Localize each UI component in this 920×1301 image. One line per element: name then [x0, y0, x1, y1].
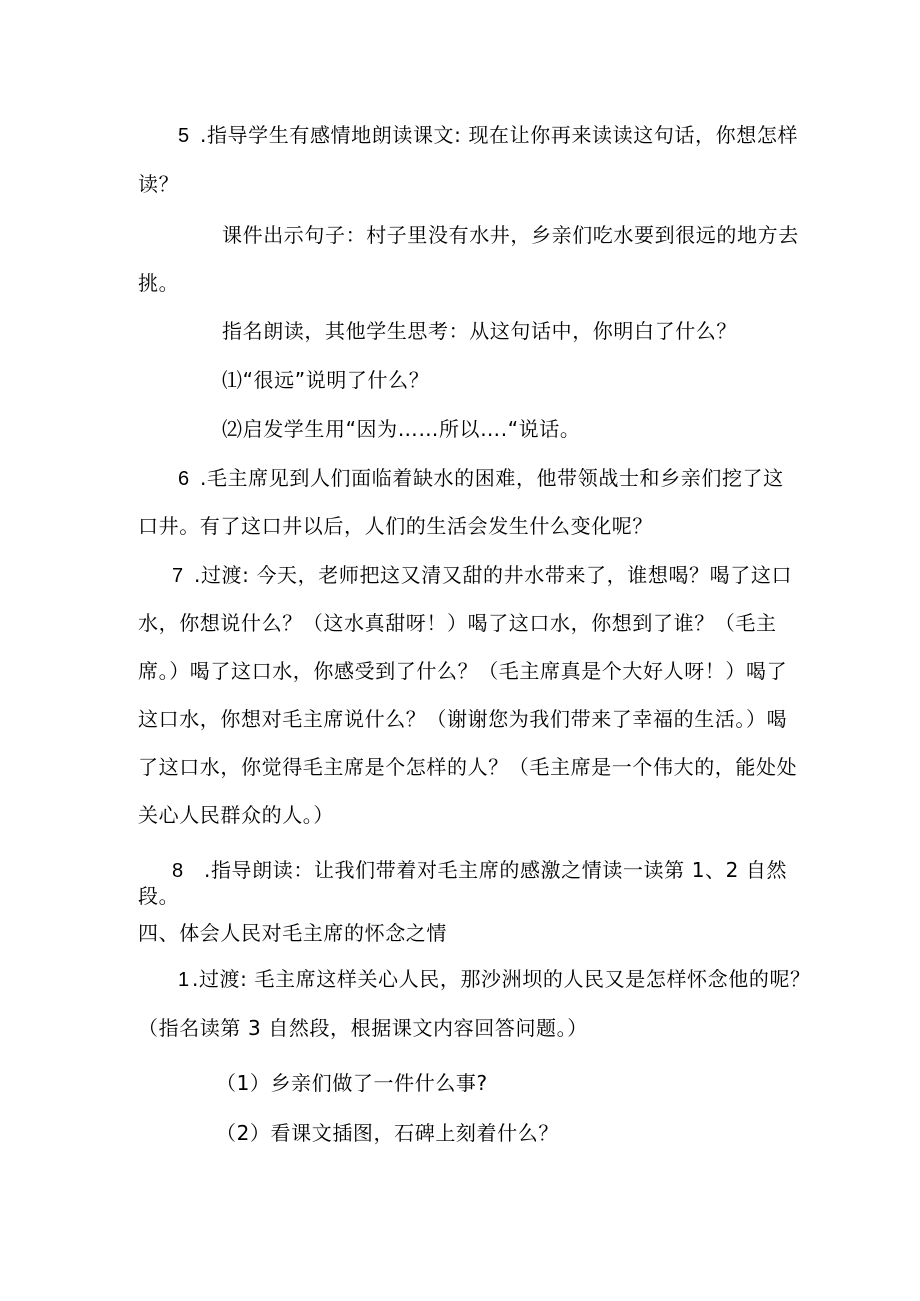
item-8-number: 8 — [172, 860, 184, 882]
item-7-line-3: 席。）喝了这口水，你感受到了什么？（毛主席真是个大好人呀！）喝了 — [138, 659, 788, 683]
item-7-line-2: 水，你想说什么？（这水真甜呀！）喝了这口水，你想到了谁？（毛主 — [138, 611, 777, 635]
item-5-line-2: 读？ — [138, 172, 180, 196]
section-4-item-1-number: 1 — [178, 969, 190, 991]
courseware-line-2: 挑。 — [138, 271, 180, 295]
item-5-text: .指导学生有感情地朗读课文: 现在让你再来读读这句话，你想怎样 — [200, 123, 799, 147]
section-4-item-1-line-1 — [178, 966, 811, 993]
section-4-sub-question-1: （1）乡亲们做了一件什么事? — [216, 1071, 488, 1095]
section-4-item-1-text: .过渡: 毛主席这样关心人民，那沙洲坝的人民又是怎样怀念他的呢？ — [192, 967, 811, 991]
item-7-line-6: 关心人民群众的人。） — [138, 803, 334, 827]
item-7-line-4: 这口水，你想对毛主席说什么？（谢谢您为我们带来了幸福的生活。）喝 — [138, 707, 788, 731]
item-7-line-5: 了这口水，你觉得毛主席是个怎样的人？（毛主席是一个伟大的，能处处 — [138, 755, 798, 779]
read-aloud-instruction: 指名朗读，其他学生思考：从这句话中，你明白了什么？ — [222, 319, 737, 343]
item-8-line-2: 段。 — [138, 884, 180, 908]
item-6-line-2: 口井。有了这口井以后，人们的生活会发生什么变化呢？ — [138, 514, 653, 538]
section-4-item-1-line-2: （指名读第 3 自然段，根据课文内容回答问题。） — [138, 1016, 588, 1040]
item-8-text: .指导朗读：让我们带着对毛主席的感激之情读一读第 1、2 自然 — [204, 858, 788, 882]
item-5-line-1 — [178, 122, 798, 149]
item-6-line-1 — [178, 465, 784, 492]
item-7-text: .过渡: 今天，老师把这又清又甜的井水带来了，谁想喝？喝了这口 — [194, 563, 793, 587]
item-7-line-1 — [172, 562, 792, 589]
section-4-heading: 四、体会人民对毛主席的怀念之情 — [138, 921, 447, 945]
courseware-line-1: 课件出示句子：村子里没有水井，乡亲们吃水要到很远的地方去 — [222, 223, 799, 247]
section-4-sub-question-2: （2）看课文插图，石碑上刻着什么？ — [216, 1121, 559, 1145]
item-7-number: 7 — [172, 565, 184, 587]
question-1: ⑴“很远”说明了什么？ — [222, 368, 430, 392]
item-8-line-1 — [172, 857, 787, 884]
item-5-number: 5 — [178, 125, 190, 147]
question-2: ⑵启发学生用“因为……所以….“说话。 — [222, 417, 581, 441]
item-6-text: .毛主席见到人们面临着缺水的困难，他带领战士和乡亲们挖了这 — [200, 466, 784, 490]
item-6-number: 6 — [178, 468, 190, 490]
